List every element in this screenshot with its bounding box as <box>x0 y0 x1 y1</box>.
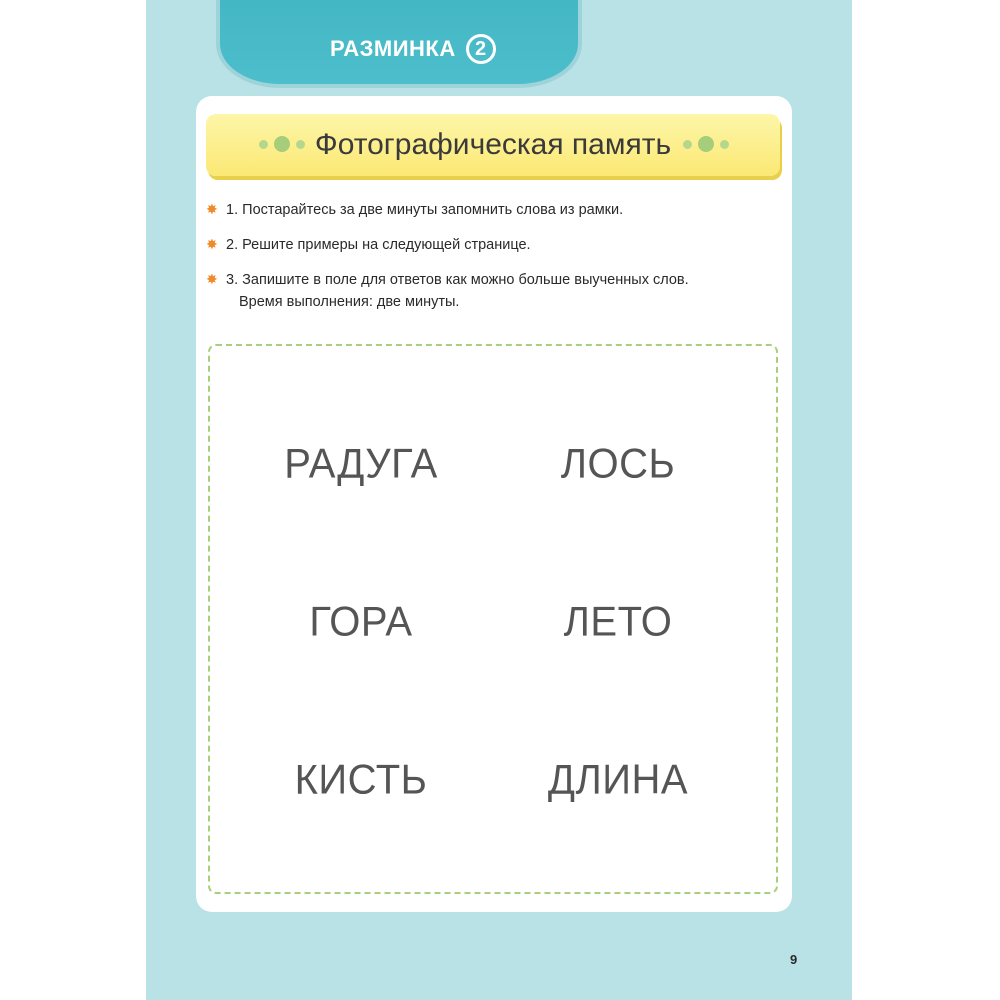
memory-word: ЛЕТО <box>563 598 673 646</box>
memory-word: ДЛИНА <box>547 756 689 804</box>
instruction-text: 1. Постарайтесь за две минуты запомнить слова из рамки. <box>226 202 624 218</box>
instruction-text-continued: Время выполнения: две минуты. <box>239 294 460 310</box>
instruction-item <box>206 268 689 313</box>
decorative-dots-right <box>680 136 732 152</box>
memory-word: ГОРА <box>309 598 413 646</box>
memory-word: КИСТЬ <box>294 756 428 804</box>
memory-word: ЛОСЬ <box>560 440 676 488</box>
instruction-text: 2. Решите примеры на следующей странице. <box>226 237 531 253</box>
section-tab-label <box>330 33 496 65</box>
instruction-item <box>206 233 531 256</box>
star-bullet-icon: ✸ <box>206 271 218 287</box>
title-banner <box>206 114 780 176</box>
instruction-item <box>206 198 623 221</box>
page-number: 9 <box>790 952 798 967</box>
star-bullet-icon: ✸ <box>206 201 218 217</box>
instruction-text: 3. Запишите в поле для ответов как можно больше выученных слов. <box>226 272 689 288</box>
star-bullet-icon: ✸ <box>206 236 218 252</box>
section-number-badge: 2 <box>466 34 496 64</box>
memory-word: РАДУГА <box>284 440 438 488</box>
section-title: РАЗМИНКА <box>330 36 456 61</box>
exercise-title: Фотографическая память <box>314 128 672 161</box>
